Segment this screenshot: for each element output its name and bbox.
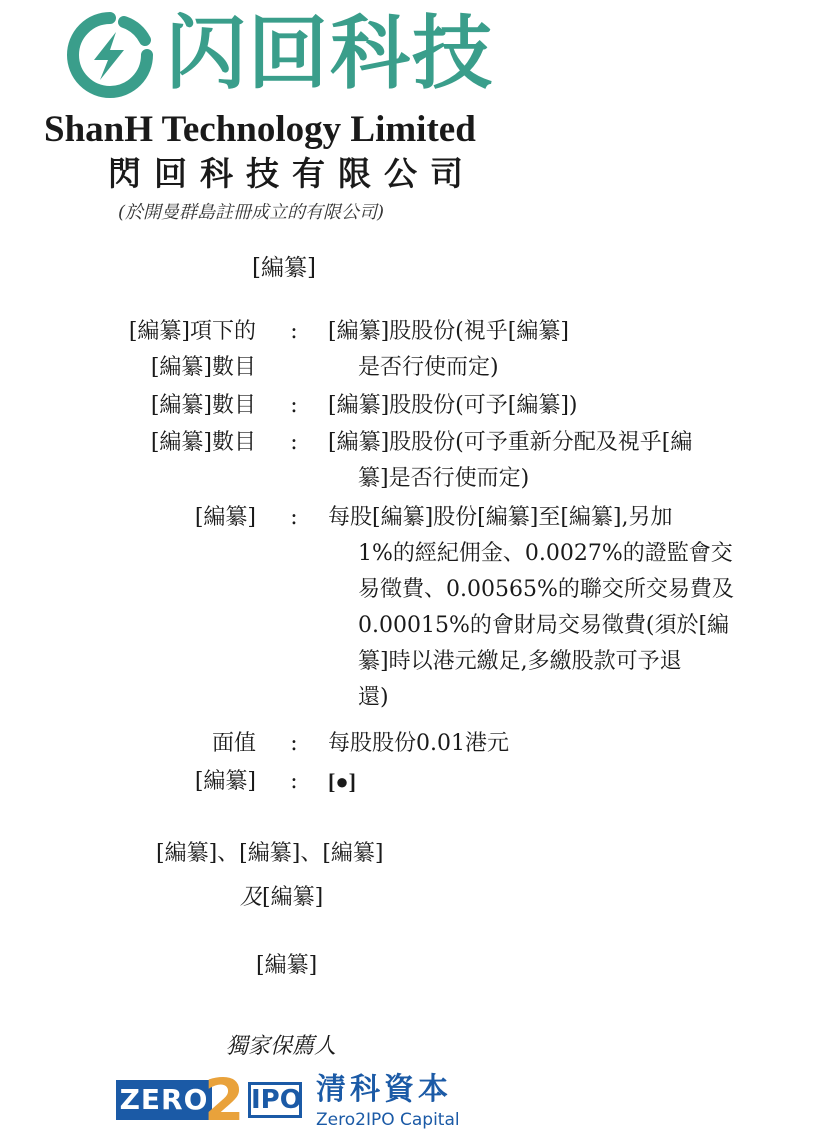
sponsor-chinese-name: 清科資本 (316, 1072, 452, 1107)
term-label: [編纂] (194, 505, 256, 530)
term-colon: : (290, 319, 298, 344)
term-label: [編纂]數目 (150, 430, 256, 455)
parties-line-1: [編纂]、[編纂]、[編纂] (156, 841, 384, 866)
term-value: 每股[編纂]股份[編纂]至[編纂],另加 1%的經紀佣金、0.0027%的證監會交 易徵費、0.00565%的聯交所交易費及 0.00015%的會財局交易徵費(須於[編 纂]時以港元繳足,多繳股款可予退 還) (328, 505, 734, 710)
term-colon: : (290, 393, 298, 418)
parties-line-3: [編纂] (256, 953, 318, 978)
company-name-chinese: 閃回科技有限公司 (108, 154, 476, 193)
company-logo (66, 8, 536, 100)
term-colon: : (290, 769, 298, 794)
logo-chinese-wordmark: 闪回科技 (166, 7, 494, 100)
parties-and: 及 (240, 885, 263, 910)
logo-zero-text: ZERO (116, 1080, 212, 1120)
term-colon: : (290, 430, 298, 455)
lightning-circle-icon (66, 12, 154, 98)
parties-line-2 (240, 880, 323, 916)
offering-title: [編纂] (252, 255, 316, 281)
sponsor-english-name: Zero2IPO Capital (316, 1110, 460, 1130)
logo-ipo-text: IPO (248, 1082, 302, 1118)
term-colon: : (290, 505, 298, 530)
incorporation-note: (於開曼群島註冊成立的有限公司) (118, 202, 385, 223)
company-name-english: ShanH Technology Limited (44, 109, 476, 150)
term-colon: : (290, 731, 298, 756)
term-value: [編纂]股股份(可予重新分配及視乎[編 纂]是否行使而定) (328, 430, 693, 491)
sponsor-logo (116, 1068, 476, 1132)
term-label: 面值 (211, 731, 256, 756)
term-label: [編纂]項下的 [編纂]數目 (128, 319, 256, 380)
term-label: [編纂] (194, 769, 256, 794)
term-value: 每股股份0.01港元 (328, 731, 509, 756)
term-value: [編纂]股股份(視乎[編纂] 是否行使而定) (328, 319, 569, 380)
term-value: [●] (328, 769, 356, 794)
logo-two-glyph: 2 (204, 1066, 245, 1134)
term-value: [編纂]股股份(可予[編纂]) (328, 393, 578, 418)
parties-redacted: [編纂] (262, 885, 324, 910)
sole-sponsor-title: 獨家保薦人 (226, 1034, 337, 1059)
term-label: [編纂]數目 (150, 393, 256, 418)
